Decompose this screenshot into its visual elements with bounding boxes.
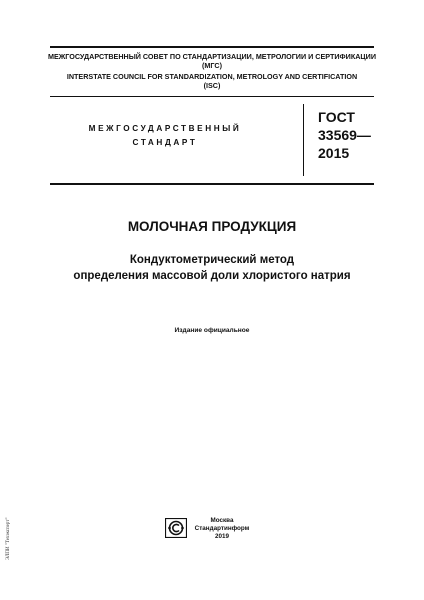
method-title-line2: определения массовой доли хлористого натрия xyxy=(73,270,351,282)
standard-kind-line1: МЕЖГОСУДАРСТВЕННЫЙ xyxy=(88,124,242,133)
edition-note: Издание официальное xyxy=(174,327,250,334)
gost-number: 33569— xyxy=(318,127,371,143)
council-abbr-en: (ISC) xyxy=(203,81,221,90)
side-watermark: ЭЛПИ "Техэксперт" xyxy=(6,517,11,560)
publisher-name: Стандартинформ xyxy=(194,525,250,532)
gost-year: 2015 xyxy=(318,145,350,161)
gost-label: ГОСТ xyxy=(318,109,355,125)
top-rule xyxy=(50,46,374,48)
council-name-ru: МЕЖГОСУДАРСТВЕННЫЙ СОВЕТ ПО СТАНДАРТИЗАЦИИ, МЕТРОЛОГИИ И СЕРТИФИКАЦИИ xyxy=(47,52,377,61)
method-title-line1: Кондуктометрический метод xyxy=(129,254,295,266)
gost-divider xyxy=(303,104,304,176)
council-name-en: INTERSTATE COUNCIL FOR STANDARDIZATION, METROLOGY AND CERTIFICATION xyxy=(66,72,358,81)
publisher-year: 2019 xyxy=(214,533,229,540)
council-abbr-ru: (МГС) xyxy=(202,61,222,70)
standard-kind-line2: СТАНДАРТ xyxy=(132,138,198,147)
product-title: МОЛОЧНАЯ ПРОДУКЦИЯ xyxy=(127,219,297,234)
title-divider xyxy=(50,183,374,185)
standartinform-logo-icon xyxy=(165,518,187,538)
header-divider xyxy=(50,96,374,97)
publisher-city: Москва xyxy=(210,517,234,524)
